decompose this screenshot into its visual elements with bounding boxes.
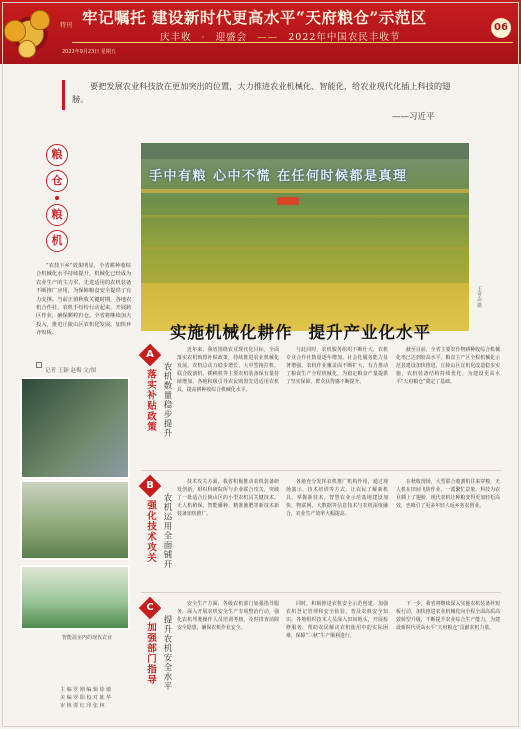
section-b-col2: 各地充分发挥农机推广机构作用，通过现场演示、技术培训等方式，让农民了解新机具、掌握新技术。智慧农业示范基地建设加快，物联网、大数据等信息技术与农机深度融合，农业生产效率大幅提高。 <box>286 479 388 517</box>
section-c-col3: 下一步，我省将继续深入实施农机装备补短板行动，加快推进农业机械化向全程全面高质高效转型升级，不断提升农业综合生产能力，为建设新时代更高水平“天府粮仓”贡献农机力量。 <box>396 601 500 631</box>
sidebar-byline: 记者 王颖 赵梅 文/图 <box>45 368 97 374</box>
main-photo-rice-field <box>141 143 469 331</box>
section-a-col1: 近年来，我省围绕农业现代化目标，全面落实农机购置补贴政策，持续推进农业机械化发展。农机总动力稳步增长，大中型拖拉机、联合收割机、插秧机等主要农机装备保有量持续增加。各地积极引导农民购置先进适用农机具，提高耕种收综合机械化水平。 <box>177 347 279 393</box>
harvester-icon <box>277 197 299 205</box>
section-a-marker <box>141 345 159 432</box>
section-divider <box>141 470 501 471</box>
section-c-title: 加强部门指导 <box>145 622 156 685</box>
photo-drone-spraying <box>20 480 130 560</box>
section-b-title: 强化技术攻关 <box>145 500 156 563</box>
section-label: 特刊 <box>60 22 73 29</box>
photo-tree-line <box>141 143 469 159</box>
sidebar-tag: 仓 <box>46 170 68 192</box>
section-letter-badge: A <box>139 344 162 367</box>
section-c-col2: 同时，积极推进农机安全示范创建，加强农机登记管理和安全检验，普及农机安全知识。各地组织技术人员深入田间地头，开展检修服务，帮助农民解决农机使用中的实际困难，保障“三秋”生产顺利进行。 <box>286 601 388 639</box>
photo-greenhouse <box>20 565 130 630</box>
sidebar-tags <box>40 144 74 256</box>
lead-quote: 要把发展农业科技放在更加突出的位置，大力推进农业机械化、智能化，给农业现代化插上科技的翅膀。 <box>72 81 451 104</box>
section-b-col3: 在秋收现场，大型联合收割机往来穿梭，无人机在田间飞防作业，一派繁忙景象。科技为农业插上了翅膀，现代农机让种粮变得更加轻松高效，也吸引了更多年轻人返乡务农创业。 <box>396 479 500 509</box>
section-c-col1: 安全生产方面，各级农机部门加强指导服务，深入开展农机安全生产专项整治行动，强化农机驾驶操作人员培训考核，及时排查消除安全隐患，确保农机作业安全。 <box>177 601 279 631</box>
sidebar-tag: 机 <box>46 230 68 252</box>
section-divider <box>141 592 501 593</box>
section-b-col1: 技术攻关方面，我省积极推动农机装备研发创新，组织科研院所与企业联合攻关，突破了一批适合丘陵山区的小型农机具关键技术。无人机植保、智能播种、精准施肥等新技术新装备加快推广。 <box>177 479 279 517</box>
sidebar-tag: 粮 <box>46 144 68 166</box>
section-a-col3: 截至目前，全省主要农作物耕种收综合机械化率已达到较高水平。粮食主产区全程机械化示范县建设加快推进，丘陵山区宜机化改造稳步实施，农机装备结构持续优化，为建设更高水平“天府粮仓”奠定了基础。 <box>396 347 500 385</box>
editorial-credits <box>60 686 111 710</box>
masthead <box>0 0 521 64</box>
lantern-icon <box>4 20 26 42</box>
masthead-subtitle <box>160 29 400 43</box>
section-a-title: 落实补贴政策 <box>145 369 156 432</box>
editor-line: 美 编 罗 阳 校 对 陈 华 <box>60 695 112 701</box>
photo-field-strip <box>141 189 469 193</box>
masthead-headline: 牢记嘱托 建设新时代更高水平“天府粮仓”示范区 <box>82 8 427 27</box>
section-a-col2: 与此同时，农机服务组织不断壮大，农机专业合作社数量逐年增加，社会化服务能力显著增强。农机作业覆盖面不断扩大，有力推动了粮食生产全程机械化，为稳定粮食产量提供了坚实保障，群众获得感不断提升。 <box>286 347 388 385</box>
section-b-marker <box>141 476 159 563</box>
photo-field-strip <box>141 215 469 218</box>
lantern-icon <box>18 40 36 58</box>
quote-source: ——习近平 <box>392 112 435 122</box>
sidebar-column-text: “农技下乡”效果明显，全省耕种收综合机械化水平持续提升，机械化已经成为农业生产的主力军。先进适用的农机装备不断推广应用，为保障粮食安全提供了有力支撑。当前正值秋收关键时期，各地农机合作社、农机手纷纷行动起来，开展跨区作业，确保颗粒归仓。全省将继续加大投入，推进丘陵山区农机化发展，加快补齐短板。 <box>36 263 132 337</box>
section-b-subtitle: 农机运用全面铺开 <box>162 493 172 569</box>
photo-banner-text: 手中有粮 心中不慌 在任何时候都是真理 <box>149 169 408 184</box>
photo-field-strip <box>141 247 469 250</box>
sidebar-dot <box>55 196 59 200</box>
article-headline <box>170 319 431 343</box>
section-letter-badge: C <box>139 597 162 620</box>
section-c-subtitle: 提升农机安全水平 <box>162 615 172 691</box>
subtitle-harvest: 庆丰收 <box>160 32 192 43</box>
page-number: 06 <box>491 18 511 38</box>
issue-date: 2022年9月23日 星期五 <box>62 49 116 55</box>
photo-caption: 智能温室内的现代农业 <box>62 635 113 641</box>
section-letter-badge: B <box>139 475 162 498</box>
lantern-icon <box>30 10 50 30</box>
headline-part1: 实施机械化耕作 <box>170 323 293 342</box>
photo-credit: 王奇志 摄 <box>476 286 482 308</box>
sidebar-tag: 粮 <box>46 204 68 226</box>
headline-part2: 提升产业化水平 <box>308 323 431 342</box>
subtitle-separator: · <box>201 32 206 43</box>
editor-line: 审 核 谭 红 印 张 林 <box>60 703 105 709</box>
byline-marker <box>36 362 42 368</box>
section-c-marker <box>141 598 159 685</box>
subtitle-congress: 迎盛会 <box>215 32 248 43</box>
quote-accent-bar <box>62 80 65 110</box>
subtitle-festival: 2022年中国农民丰收节 <box>288 32 401 43</box>
section-a-subtitle: 农机数量稳步提升 <box>162 362 172 438</box>
subtitle-separator: —— <box>257 32 279 43</box>
photo-farmers-training <box>20 377 130 479</box>
festival-decoration <box>0 0 60 64</box>
editor-line: 主 编 罗 刚 编 辑 徐 敏 <box>60 687 112 693</box>
